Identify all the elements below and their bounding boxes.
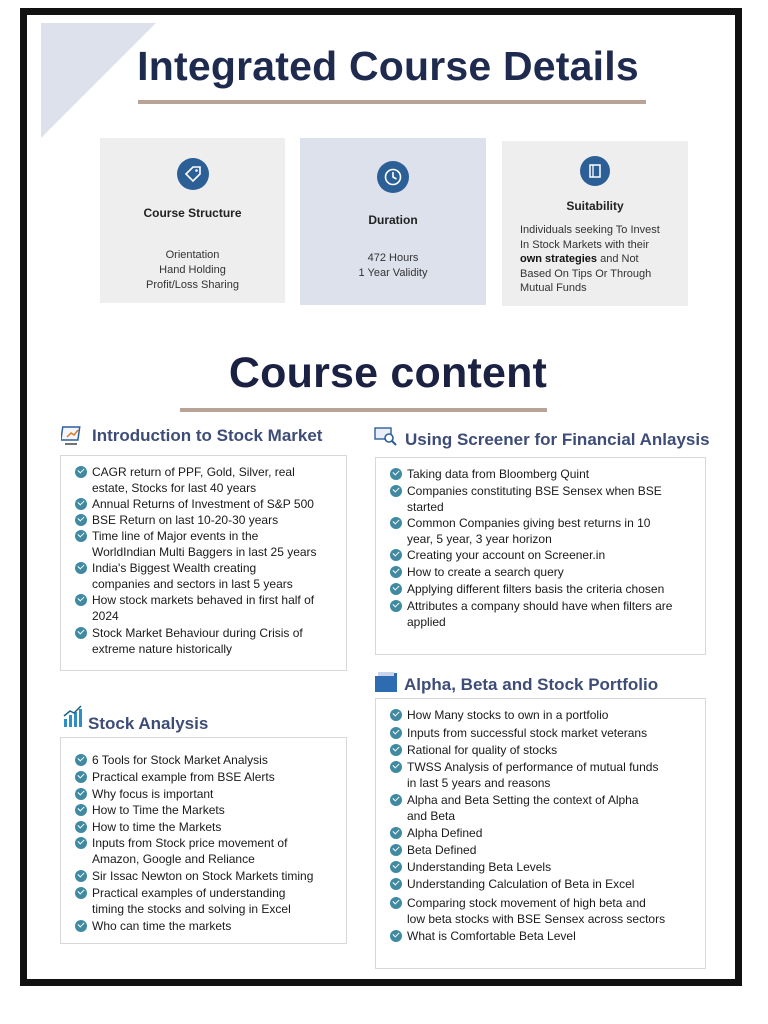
card-line: Mutual Funds [520, 282, 587, 294]
check-circle-icon [75, 530, 87, 542]
card-duration [300, 138, 486, 305]
list-item-text: 2024 [92, 609, 119, 623]
list-item [75, 592, 340, 624]
card-line: In Stock Markets with their [520, 238, 649, 251]
list-item [390, 742, 699, 758]
card-line: Orientation [165, 249, 220, 261]
list-item-text: How Many stocks to own in a portfolio [407, 708, 609, 722]
list-item-text: CAGR return of PPF, Gold, Silver, real [92, 465, 295, 479]
list-item-text: Time line of Major events in the [92, 529, 259, 543]
check-circle-icon [390, 827, 402, 839]
check-circle-icon [75, 804, 87, 816]
list-item-text: Comparing stock movement of high beta and [407, 896, 646, 910]
check-circle-icon [390, 844, 402, 856]
card-title: Course Structure [143, 206, 242, 220]
list-item [390, 759, 699, 791]
list-item-text: applied [407, 615, 446, 629]
card-suitability [502, 141, 688, 306]
list-item-text: Amazon, Google and Reliance [92, 852, 255, 866]
check-circle-icon [75, 821, 87, 833]
list-item-text: Common Companies giving best returns in 10 [407, 516, 651, 530]
check-circle-icon [75, 562, 87, 574]
list-item [75, 464, 340, 496]
list-item [390, 895, 699, 927]
list-item-text: started [407, 500, 444, 514]
presentation-board-icon [61, 425, 83, 452]
list-item-text: and Beta [407, 809, 456, 823]
list-item [75, 625, 340, 657]
check-circle-icon [390, 761, 402, 773]
list-item-text: Practical examples of understanding [92, 886, 286, 900]
list-item [390, 859, 699, 875]
content-heading: Course content [228, 349, 548, 397]
list-item-text: BSE Return on last 10-20-30 years [92, 513, 279, 527]
check-circle-icon [390, 583, 402, 595]
list-item-text: India's Biggest Wealth creating [92, 561, 257, 575]
list-item [390, 564, 699, 580]
list-item-text: How stock markets behaved in first half of [92, 593, 315, 607]
section-title-screener: Using Screener for Financial Anlaysis [405, 430, 710, 449]
list-item [75, 868, 340, 884]
title-underline [138, 100, 646, 104]
section-box-screener [375, 457, 706, 655]
card-line: Individuals seeking To Invest [520, 224, 660, 236]
list-item [75, 885, 340, 917]
check-circle-icon [75, 594, 87, 606]
folder-icon [374, 671, 398, 698]
list-item-text: Stock Market Behaviour during Crisis of [92, 626, 303, 640]
check-circle-icon [390, 600, 402, 612]
card-course-structure [100, 138, 285, 303]
list-item [390, 928, 699, 944]
list-item [75, 528, 340, 560]
list-item-text: Attributes a company should have when filters are [407, 599, 673, 613]
list-item [390, 547, 699, 563]
list-item-text: Inputs from Stock price movement of [92, 836, 288, 850]
list-item [75, 752, 340, 768]
content-underline [180, 408, 547, 412]
check-circle-icon [75, 788, 87, 800]
list-item [75, 769, 340, 785]
page-frame [20, 8, 742, 986]
list-item [75, 496, 340, 512]
list-item-text: estate, Stocks for last 40 years [92, 481, 257, 495]
section-title-alpha: Alpha, Beta and Stock Portfolio [404, 675, 659, 694]
list-item-text: What is Comfortable Beta Level [407, 929, 576, 943]
list-item-text: Alpha Defined [407, 826, 483, 840]
check-circle-icon [75, 771, 87, 783]
card-line: 472 Hours [367, 252, 419, 264]
list-item [75, 819, 340, 835]
list-item-text: extreme nature historically [92, 642, 233, 656]
section-box-intro [60, 455, 347, 671]
book-icon [580, 156, 610, 186]
list-item [390, 466, 699, 482]
card-line: and Not [597, 253, 639, 265]
check-circle-icon [75, 754, 87, 766]
list-item-text: low beta stocks with BSE Sensex across sectors [407, 912, 666, 926]
list-item [75, 835, 340, 867]
list-item-text: Who can time the markets [92, 919, 232, 933]
list-item-text: Annual Returns of Investment of S&P 500 [92, 497, 314, 511]
list-item-text: Understanding Calculation of Beta in Excel [407, 877, 635, 891]
card-title: Suitability [566, 199, 624, 213]
check-circle-icon [390, 744, 402, 756]
tag-icon [177, 158, 209, 190]
section-title-intro: Introduction to Stock Market [92, 426, 323, 445]
section-title-analysis: Stock Analysis [88, 714, 209, 733]
list-item-text: TWSS Analysis of performance of mutual funds [407, 760, 659, 774]
list-item-text: timing the stocks and solving in Excel [92, 902, 291, 916]
list-item [390, 598, 699, 630]
list-item [75, 560, 340, 592]
check-circle-icon [75, 514, 87, 526]
list-item [390, 581, 699, 597]
check-circle-icon [390, 897, 402, 909]
list-item-text: Companies constituting BSE Sensex when BSE [407, 484, 662, 498]
check-circle-icon [390, 566, 402, 578]
list-item-text: Taking data from Bloomberg Quint [407, 467, 590, 481]
check-circle-icon [390, 930, 402, 942]
list-item [390, 876, 699, 892]
list-item-text: Rational for quality of stocks [407, 743, 558, 757]
section-box-alpha [375, 698, 706, 969]
check-circle-icon [390, 709, 402, 721]
list-item [75, 512, 340, 528]
list-item [390, 707, 699, 723]
card-title: Duration [368, 213, 418, 227]
list-item-text: Creating your account on Screener.in [407, 548, 606, 562]
check-circle-icon [75, 870, 87, 882]
list-item-text: Applying different filters basis the criteria chosen [407, 582, 665, 596]
check-circle-icon [390, 794, 402, 806]
check-circle-icon [390, 727, 402, 739]
list-item [390, 825, 699, 841]
list-item-text: How to time the Markets [92, 820, 222, 834]
list-item-text: Understanding Beta Levels [407, 860, 552, 874]
list-item-text: 6 Tools for Stock Market Analysis [92, 753, 268, 767]
list-item-text: Alpha and Beta Setting the context of Alpha [407, 793, 639, 807]
check-circle-icon [75, 466, 87, 478]
list-item [390, 842, 699, 858]
growth-chart-icon [62, 705, 84, 734]
list-item-text: companies and sectors in last 5 years [92, 577, 293, 591]
list-item [390, 515, 699, 547]
list-item [390, 792, 699, 824]
list-item-text: Inputs from successful stock market veterans [407, 726, 648, 740]
card-line: 1 Year Validity [358, 267, 428, 279]
check-circle-icon [390, 485, 402, 497]
page-title: Integrated Course Details [137, 43, 639, 89]
list-item-text: How to create a search query [407, 565, 564, 579]
list-item [390, 483, 699, 515]
list-item-text: How to Time the Markets [92, 803, 225, 817]
list-item [75, 786, 340, 802]
list-item-text: WorldIndian Multi Baggers in last 25 years [92, 545, 317, 559]
check-circle-icon [390, 861, 402, 873]
card-emphasis: own strategies [520, 253, 598, 265]
clock-icon [377, 161, 409, 193]
check-circle-icon [75, 498, 87, 510]
card-line: Based On Tips Or Through [520, 267, 652, 280]
screener-search-icon [374, 427, 398, 452]
check-circle-icon [390, 517, 402, 529]
list-item [75, 802, 340, 818]
check-circle-icon [75, 920, 87, 932]
check-circle-icon [390, 878, 402, 890]
list-item-text: year, 5 year, 3 year horizon [407, 532, 552, 546]
check-circle-icon [75, 837, 87, 849]
check-circle-icon [75, 627, 87, 639]
check-circle-icon [390, 549, 402, 561]
list-item-text: in last 5 years and reasons [407, 776, 551, 790]
list-item [75, 918, 340, 934]
list-item-text: Beta Defined [407, 843, 477, 857]
section-box-analysis [60, 737, 347, 944]
list-item-text: Sir Issac Newton on Stock Markets timing [92, 869, 314, 883]
card-line: Profit/Loss Sharing [146, 279, 239, 291]
list-item [390, 725, 699, 741]
check-circle-icon [390, 468, 402, 480]
list-item-text: Practical example from BSE Alerts [92, 770, 275, 784]
check-circle-icon [75, 887, 87, 899]
card-line: Hand Holding [159, 264, 226, 276]
list-item-text: Why focus is important [92, 787, 214, 801]
